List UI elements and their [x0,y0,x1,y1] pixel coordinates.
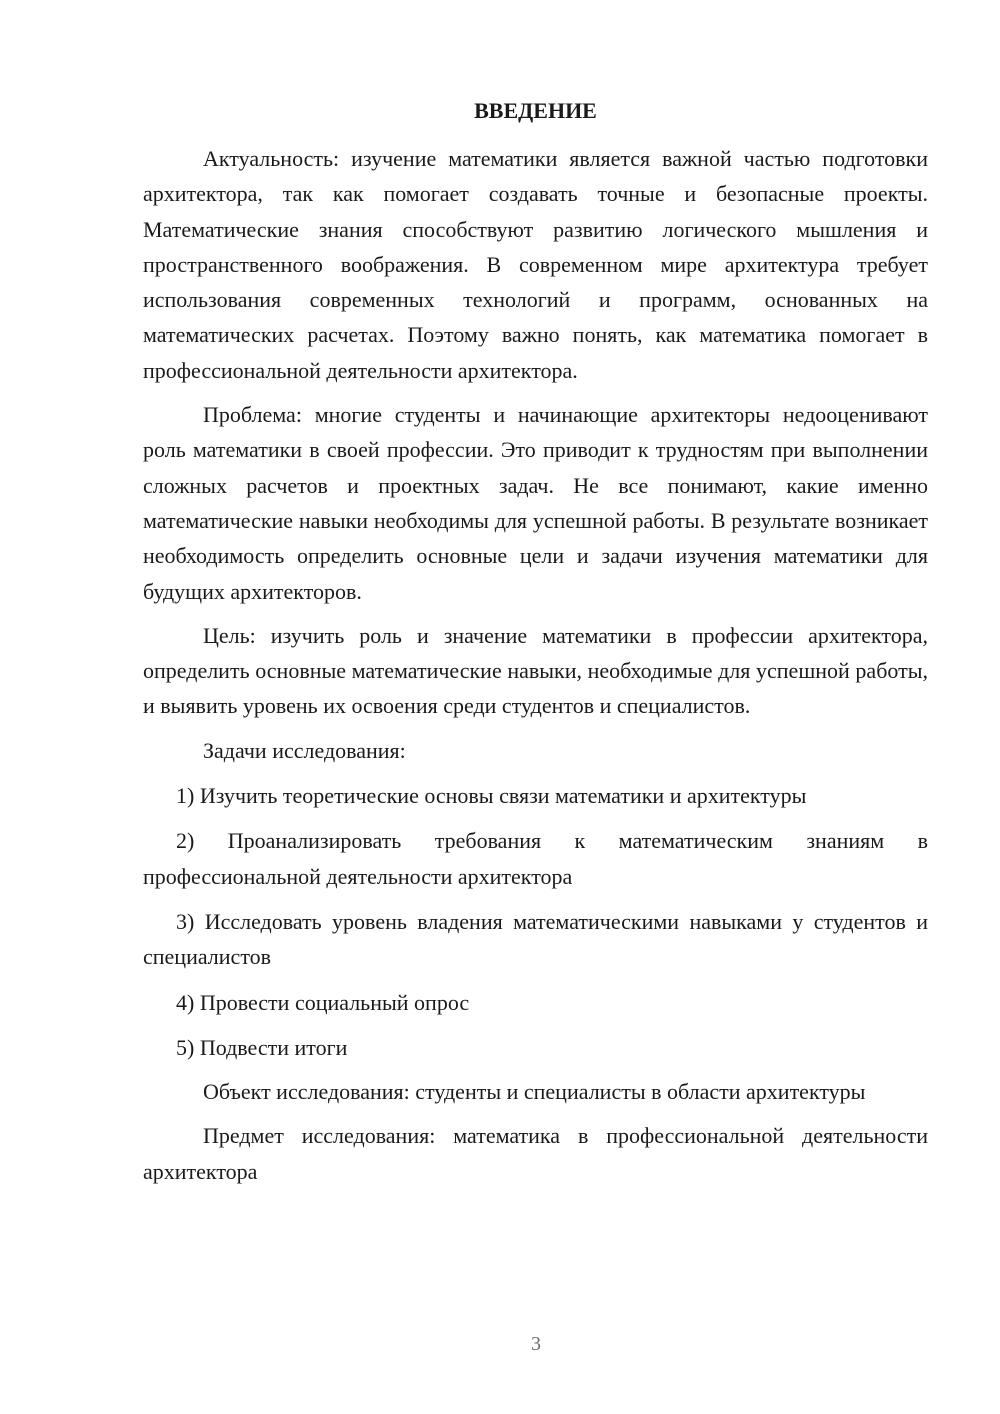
list-item: 3) Исследовать уровень владения математическими навыками у студентов и специалистов [143,908,928,970]
research-object-paragraph: Объект исследования: студенты и специалисты в области архитектуры [203,1079,866,1105]
list-item: 4) Провести социальный опрос [176,989,470,1015]
list-item: 5) Подвести итоги [176,1034,348,1060]
document-body [143,141,928,1189]
page-title: ВВЕДЕНИЕ [474,98,597,123]
relevance-paragraph: Актуальность: изучение математики является важной частью подготовки архитектора, так как помогает создавать точные и безопасные проекты. Математические знания способствуют развитию логического мышления и пространственного воображения. В современном мире архитектура требует использования современных технологий и программ, основанных на математических расчетах. Поэтому важно понять, как математика помогает в профессиональной деятельности архитектора. [143,146,928,383]
page-number: 3 [531,1333,541,1355]
tasks-list [143,778,928,1065]
list-item: 2) Проанализировать требования к математическим знаниям в профессиональной деятельности архитектора [143,828,928,889]
list-item: 1) Изучить теоретические основы связи математики и архитектуры [176,783,807,809]
tasks-heading: Задачи исследования: [203,737,406,763]
problem-paragraph: Проблема: многие студенты и начинающие архитекторы недооценивают роль математики в своей профессии. Это приводит к трудностям при выполнении сложных расчетов и проектных задач. Не все понимают, какие именно математические навыки необходимы для успешной работы. В результате возникает необходимость определить основные цели и задачи изучения математики для будущих архитекторов. [143,402,928,604]
goal-paragraph: Цель: изучить роль и значение математики в профессии архитектора, определить основные математические навыки, необходимые для успешной работы, и выявить уровень их освоения среди студентов и специалистов. [143,622,928,719]
research-subject-paragraph: Предмет исследования: математика в профессиональной деятельности архитектора [143,1123,928,1184]
